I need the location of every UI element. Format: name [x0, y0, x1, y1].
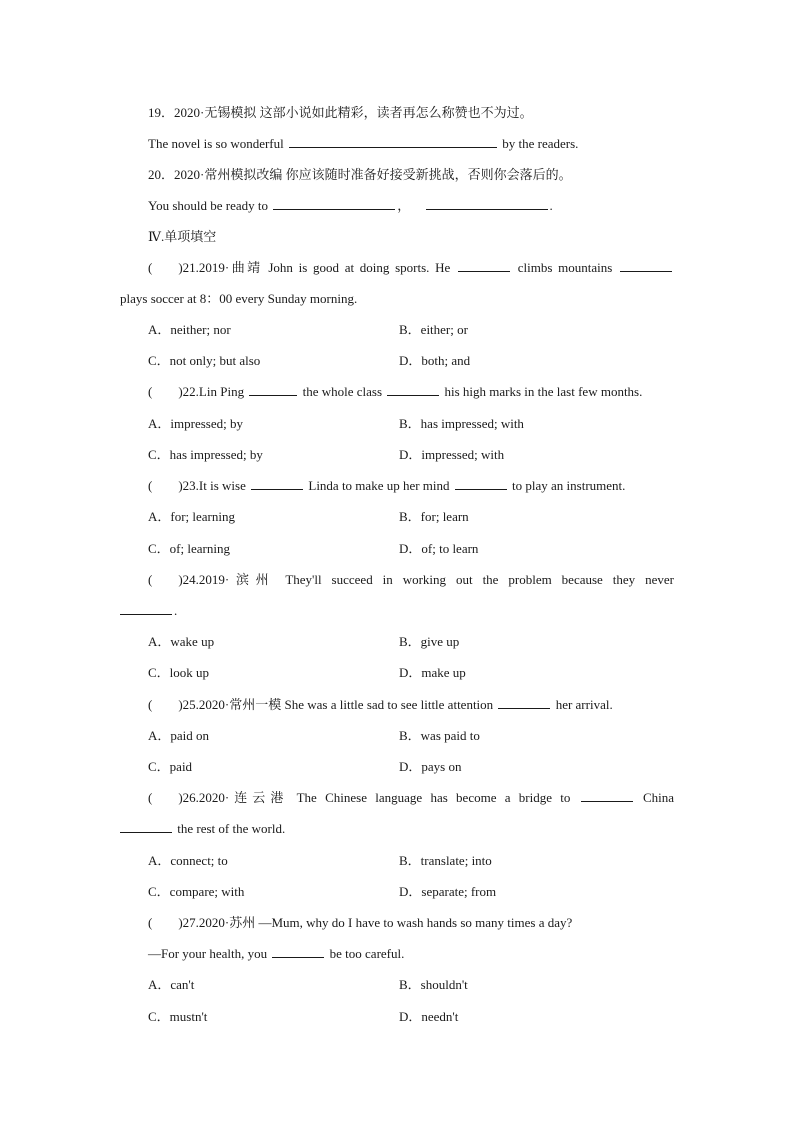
section-title: Ⅳ.单项填空 — [148, 229, 217, 244]
q21-option-c[interactable]: C．not only; but also — [148, 353, 261, 368]
q25-option-b[interactable]: B．was paid to — [399, 728, 480, 743]
q27-option-a[interactable]: A．can't — [148, 977, 195, 992]
q22-answer-paren[interactable]: ( ) — [148, 384, 183, 399]
q21-option-d[interactable]: D．both; and — [399, 353, 471, 368]
q22-option-a[interactable]: A．impressed; by — [148, 416, 243, 431]
q25-answer-paren[interactable]: ( ) — [148, 697, 183, 712]
q22-stem: ( )22.Lin Ping the whole class his high marks in the last few months. — [148, 384, 643, 399]
q26-blank-1[interactable] — [581, 789, 633, 802]
q24-stem-line2: . — [120, 602, 177, 620]
q25-blank-1[interactable] — [498, 696, 550, 709]
q21-option-b[interactable]: B．either; or — [399, 322, 468, 337]
q27-option-c[interactable]: C．mustn't — [148, 1009, 208, 1024]
q19-answer-blank[interactable] — [289, 135, 497, 148]
q25-option-c[interactable]: C．paid — [148, 759, 193, 774]
q21-stem-line1: ( )21.2019·曲靖 John is good at doing sports. He climbs mountains — [120, 259, 674, 277]
q26-blank-2[interactable] — [120, 820, 172, 833]
q23-blank-2[interactable] — [455, 477, 507, 490]
q20-period: . — [549, 198, 553, 213]
q23-blank-1[interactable] — [251, 477, 303, 490]
q24-option-b[interactable]: B．give up — [399, 634, 460, 649]
q19-sentence — [148, 135, 578, 153]
q20-text-before: You should be ready to — [148, 198, 269, 213]
q26-stem-line2: the rest of the world. — [120, 820, 285, 838]
q19-text-before: The novel is so wonderful — [148, 136, 284, 151]
q22-blank-1[interactable] — [249, 383, 297, 396]
q26-stem-line1: ( )26.2020·连云港 The Chinese language has become a bridge to China — [148, 790, 675, 805]
q27-option-b[interactable]: B．shouldn't — [399, 977, 468, 992]
q20-answer-blank-1[interactable] — [273, 197, 395, 210]
q26-option-d[interactable]: D．separate; from — [399, 884, 497, 899]
q24-answer-paren[interactable]: ( ) — [148, 572, 183, 587]
q25-option-a[interactable]: A．paid on — [148, 728, 210, 743]
q21-option-a[interactable]: A．neither; nor — [148, 322, 231, 337]
q22-blank-2[interactable] — [387, 383, 439, 396]
q23-option-a[interactable]: A．for; learning — [148, 509, 236, 524]
q22-option-b[interactable]: B．has impressed; with — [399, 416, 524, 431]
q23-option-b[interactable]: B．for; learn — [399, 509, 469, 524]
q24-option-a[interactable]: A．wake up — [148, 634, 215, 649]
q27-answer-paren[interactable]: ( ) — [148, 915, 183, 930]
q19-prompt: 19．2020·无锡模拟 这部小说如此精彩，读者再怎么称赞也不为过。 — [148, 105, 533, 120]
q21-blank-2[interactable] — [620, 259, 672, 272]
q24-option-c[interactable]: C．look up — [148, 665, 210, 680]
q21-answer-paren[interactable]: ( ) — [148, 260, 183, 275]
q25-stem: ( )25.2020·常州一模 She was a little sad to see little attention her arrival. — [148, 697, 613, 712]
q22-option-c[interactable]: C．has impressed; by — [148, 447, 263, 462]
q20-comma: ， — [397, 198, 411, 213]
q26-answer-paren[interactable]: ( ) — [148, 790, 183, 805]
q27-stem-line1: ( )27.2020·苏州 —Mum, why do I have to wash hands so many times a day? — [148, 915, 573, 930]
q20-prompt: 20．2020·常州模拟改编 你应该随时准备好接受新挑战，否则你会落后的。 — [148, 167, 572, 182]
q24-stem-line1: ( )24.2019·滨州 They'll succeed in working out the problem because they never — [148, 572, 674, 587]
q24-option-d[interactable]: D．make up — [399, 665, 466, 680]
q22-option-d[interactable]: D．impressed; with — [399, 447, 505, 462]
q27-blank-1[interactable] — [272, 945, 324, 958]
q26-option-a[interactable]: A．connect; to — [148, 853, 228, 868]
q23-option-c[interactable]: C．of; learning — [148, 541, 230, 556]
q25-option-d[interactable]: D．pays on — [399, 759, 462, 774]
q23-answer-paren[interactable]: ( ) — [148, 478, 183, 493]
q24-blank-1[interactable] — [120, 602, 172, 615]
q27-stem-line2: —For your health, you be too careful. — [148, 946, 405, 961]
q23-stem: ( )23.It is wise Linda to make up her mind to play an instrument. — [148, 478, 626, 493]
q23-option-d[interactable]: D．of; to learn — [399, 541, 479, 556]
q19-text-after: by the readers. — [502, 136, 579, 151]
q26-option-b[interactable]: B．translate; into — [399, 853, 492, 868]
q21-blank-1[interactable] — [458, 259, 510, 272]
q26-option-c[interactable]: C．compare; with — [148, 884, 245, 899]
q20-answer-blank-2[interactable] — [426, 197, 548, 210]
q21-stem-line2: plays soccer at 8：00 every Sunday morning. — [120, 291, 358, 306]
q27-option-d[interactable]: D．needn't — [399, 1009, 459, 1024]
q20-sentence — [148, 197, 553, 215]
